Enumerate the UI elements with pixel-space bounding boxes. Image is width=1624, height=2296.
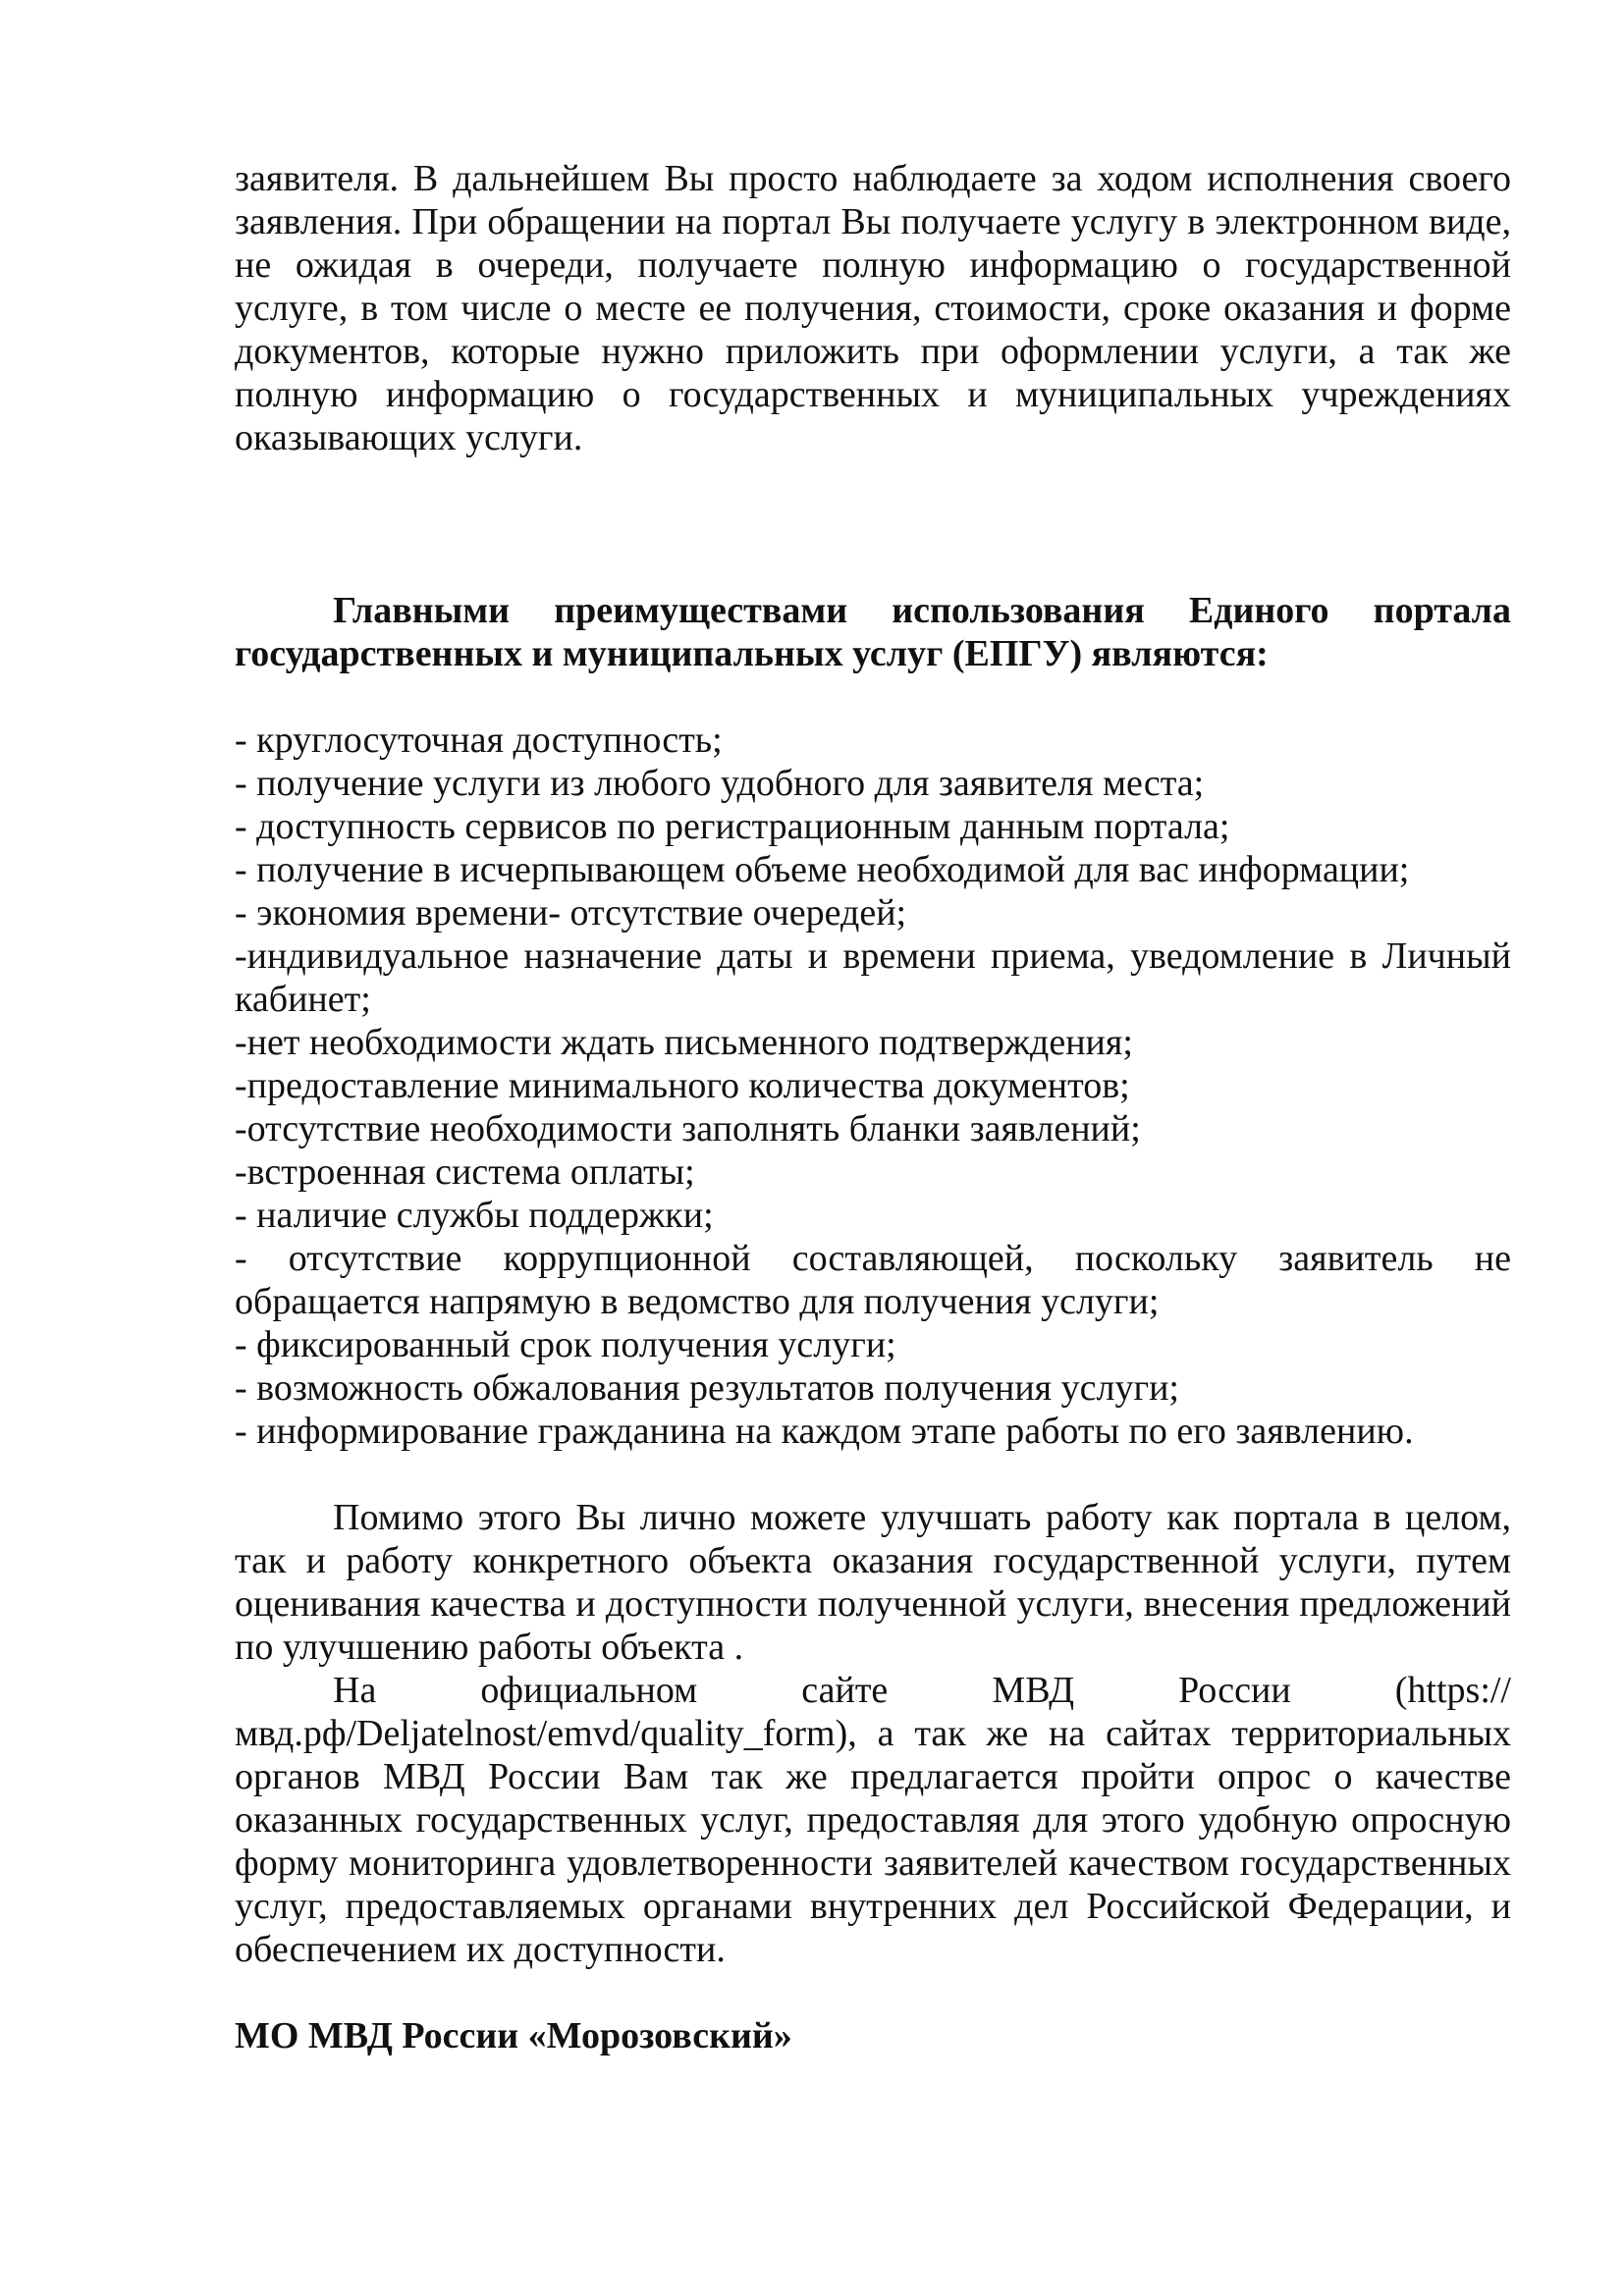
list-item: -отсутствие необходимости заполнять бланки заявлений; — [235, 1108, 1141, 1149]
list-item: -индивидуальное назначение даты и времени приема, уведомление в Личный кабинет; — [235, 935, 1511, 1020]
list-item: - доступность сервисов по регистрационным данным портала; — [235, 806, 1230, 847]
list-item: - информирование гражданина на каждом этапе работы по его заявлению. — [235, 1411, 1414, 1452]
intro-paragraph: заявителя. В дальнейшем Вы просто наблюдаете за ходом исполнения своего заявления. При обращении на портал Вы получаете услугу в электронном виде, не ожидая в очереди, получаете полную информацию о государственной услуге, в том числе о месте ее получения, стоимости, сроке оказания и форме документов, которые нужно приложить при оформлении услуги, а так же полную информацию о государственных и муниципальных учреждениях оказывающих услуги. — [235, 158, 1511, 458]
list-item: -встроенная система оплаты; — [235, 1151, 695, 1193]
spacer — [235, 459, 1511, 589]
list-item: -нет необходимости ждать письменного подтверждения; — [235, 1022, 1133, 1063]
list-item: - отсутствие коррупционной составляющей, поскольку заявитель не обращается напрямую в ведомство для получения услуги; — [235, 1238, 1511, 1322]
survey-paragraph: На официальном сайте МВД России (https://мвд.рф/Deljatelnost/emvd/quality_form), а так же на сайтах территориальных органов МВД России Вам так же предлагается пройти опрос о качестве оказанных государственных услуг, предоставляя для этого удобную опросную форму мониторинга удовлетворенности заявителей качеством государственных услуг, предоставляемых органами внутренних дел Российской Федерации, и обеспечением их доступности. — [235, 1670, 1511, 1970]
list-item: - фиксированный срок получения услуги; — [235, 1324, 896, 1365]
spacer — [235, 1453, 1511, 1496]
list-item: - круглосуточная доступность; — [235, 720, 723, 761]
list-item: -предоставление минимального количества документов; — [235, 1065, 1130, 1106]
list-item: - возможность обжалования результатов получения услуги; — [235, 1367, 1179, 1409]
list-item: - получение услуги из любого удобного для заявителя места; — [235, 763, 1205, 804]
list-item: - получение в исчерпывающем объеме необходимой для вас информации; — [235, 849, 1410, 890]
advantages-list — [235, 719, 1511, 1453]
signature: МО МВД России «Морозовский» — [235, 2015, 792, 2056]
advantages-heading: Главными преимуществами использования Единого портала государственных и муниципальных услуг (ЕПГУ) являются: — [235, 590, 1511, 674]
spacer — [235, 675, 1511, 719]
list-item: - наличие службы поддержки; — [235, 1195, 714, 1236]
spacer — [235, 1971, 1511, 2014]
document-page — [235, 157, 1511, 2057]
improve-paragraph: Помимо этого Вы лично можете улучшать работу как портала в целом, так и работу конкретного объекта оказания государственной услуги, путем оценивания качества и доступности полученной услуги, внесения предложений по улучшению работы объекта . — [235, 1497, 1511, 1668]
list-item: - экономия времени- отсутствие очередей; — [235, 892, 907, 934]
